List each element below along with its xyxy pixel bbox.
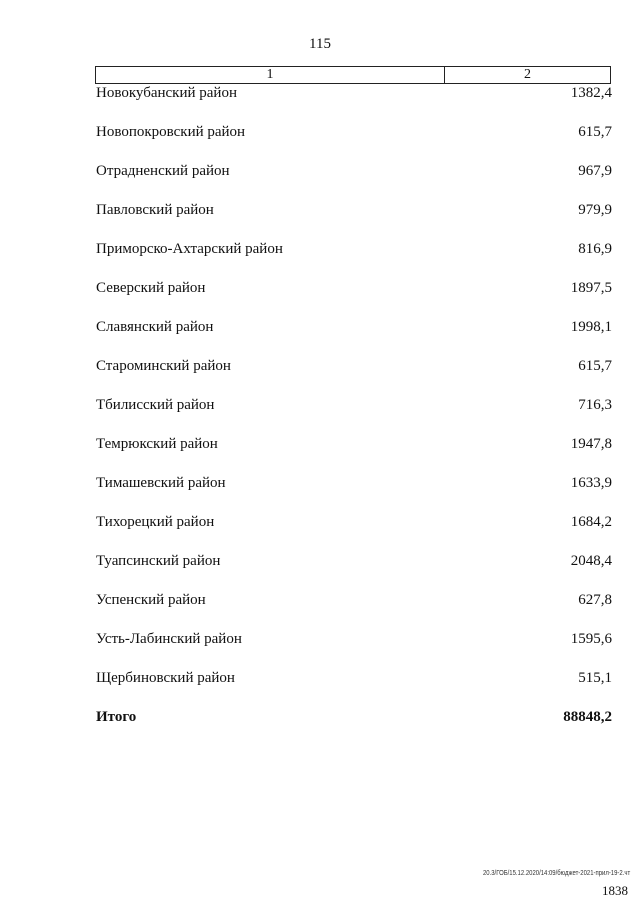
table-row xyxy=(96,124,612,163)
district-name: Славянский район xyxy=(96,319,214,335)
district-name: Приморско-Ахтарский район xyxy=(96,241,283,257)
table-row xyxy=(96,280,612,319)
header-column-2: 2 xyxy=(524,67,531,82)
district-name: Новопокровский район xyxy=(96,124,246,140)
total-value: 88848,2 xyxy=(563,709,612,725)
district-name: Усть-Лабинский район xyxy=(96,631,242,647)
district-name: Успенский район xyxy=(96,592,206,608)
district-value: 716,3 xyxy=(578,397,612,413)
district-name: Тимашевский район xyxy=(96,475,226,491)
table-row xyxy=(96,553,612,592)
district-value: 1998,1 xyxy=(570,319,612,335)
table-row xyxy=(96,397,612,436)
district-value: 615,7 xyxy=(578,124,612,140)
district-name: Северский район xyxy=(96,280,206,296)
table-header xyxy=(95,66,611,84)
table-row xyxy=(96,241,612,280)
table-row xyxy=(96,202,612,241)
district-name: Тихорецкий район xyxy=(96,514,215,530)
table-row xyxy=(96,631,612,670)
table-row xyxy=(96,475,612,514)
total-row xyxy=(96,709,612,748)
district-name: Щербиновский район xyxy=(96,670,235,686)
table-row xyxy=(96,592,612,631)
document-number: 1838 xyxy=(602,883,628,898)
document-code: 20.3/ГОБ/15.12.2020/14:09/бюджет-2021-прил-19-2.чт xyxy=(482,870,630,877)
district-value: 1947,8 xyxy=(570,436,612,452)
table-row xyxy=(96,514,612,553)
table-row xyxy=(96,436,612,475)
district-name: Тбилисский район xyxy=(96,397,215,413)
table-body xyxy=(96,85,612,748)
district-value: 615,7 xyxy=(578,358,612,374)
district-value: 967,9 xyxy=(578,163,612,179)
district-name: Павловский район xyxy=(96,202,214,218)
district-value: 1684,2 xyxy=(570,514,612,530)
district-value: 2048,4 xyxy=(570,553,612,569)
total-label: Итого xyxy=(96,709,137,725)
district-name: Отрадненский район xyxy=(96,163,230,179)
district-name: Туапсинский район xyxy=(96,553,221,569)
table-row xyxy=(96,670,612,709)
page-number: 115 xyxy=(309,36,331,52)
table-row xyxy=(96,319,612,358)
table-row xyxy=(96,163,612,202)
table-row xyxy=(96,85,612,124)
district-value: 816,9 xyxy=(578,241,612,257)
district-name: Староминский район xyxy=(96,358,231,374)
district-name: Новокубанский район xyxy=(96,85,237,101)
table-row xyxy=(96,358,612,397)
district-value: 979,9 xyxy=(578,202,612,218)
district-value: 627,8 xyxy=(578,592,612,608)
district-value: 1897,5 xyxy=(570,280,612,296)
district-name: Темрюкский район xyxy=(96,436,218,452)
district-value: 515,1 xyxy=(578,670,612,686)
district-value: 1595,6 xyxy=(570,631,612,647)
header-column-1: 1 xyxy=(96,67,445,83)
district-value: 1382,4 xyxy=(570,85,612,101)
district-value: 1633,9 xyxy=(570,475,612,491)
